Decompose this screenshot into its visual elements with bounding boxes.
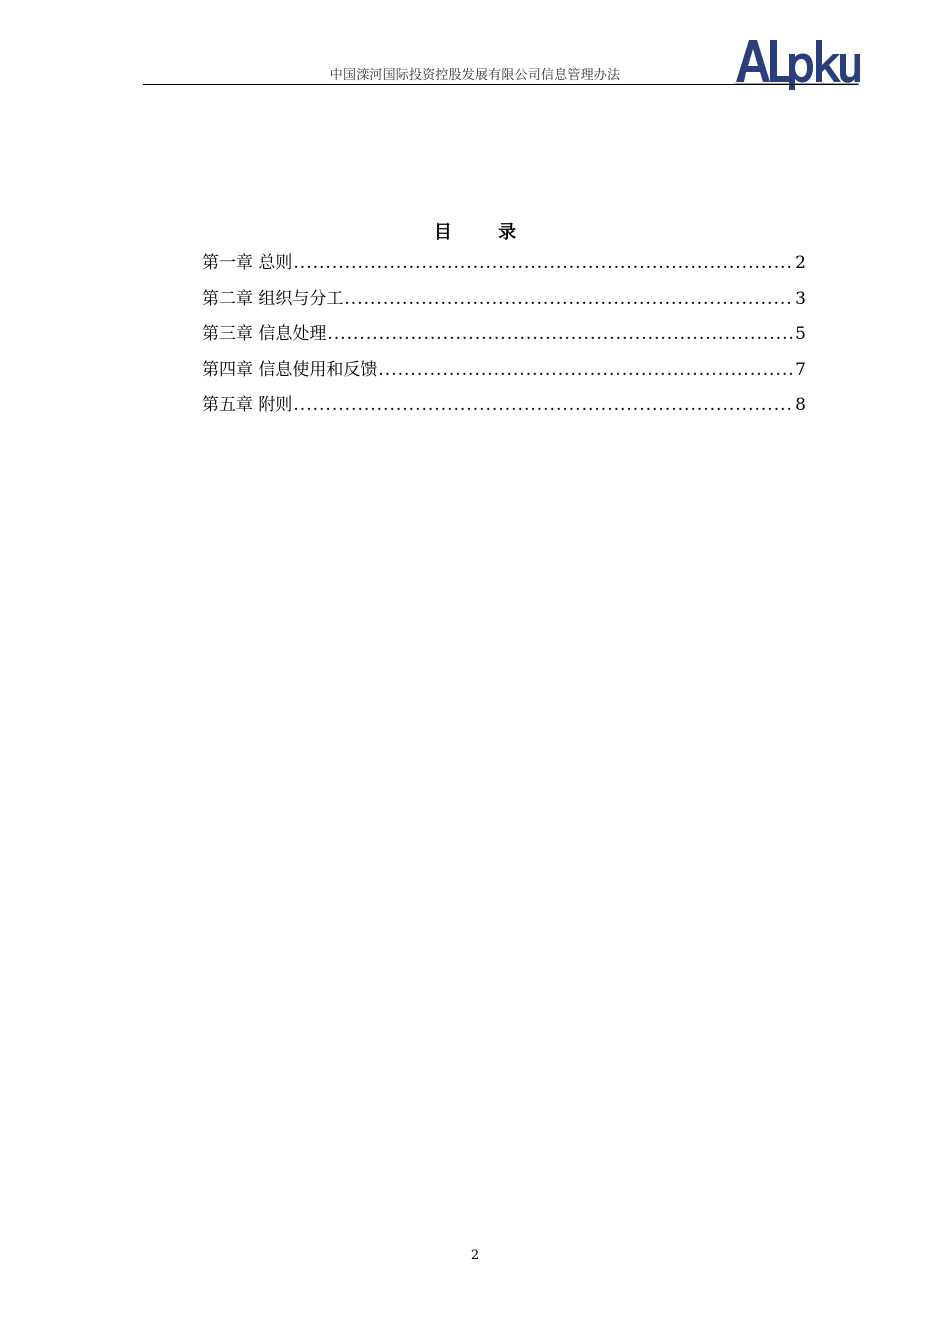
toc-dot-leader bbox=[293, 252, 794, 274]
toc-entry-page: 7 bbox=[795, 359, 806, 380]
toc-entry-page: 5 bbox=[795, 324, 806, 344]
toc-entry-label: 第二章 组织与分工 bbox=[202, 288, 344, 309]
toc-entry-page: 3 bbox=[795, 288, 806, 309]
toc-dot-leader bbox=[378, 359, 794, 381]
toc-dot-leader bbox=[293, 394, 794, 416]
toc-entry-page: 2 bbox=[795, 253, 806, 273]
table-of-contents bbox=[202, 252, 806, 430]
toc-entry-label: 第一章 总则 bbox=[202, 253, 293, 273]
page-number: 2 bbox=[470, 1248, 480, 1263]
toc-entry-2[interactable] bbox=[202, 288, 806, 324]
toc-entry-1[interactable] bbox=[202, 252, 806, 288]
toc-entry-label: 第五章 附则 bbox=[202, 395, 293, 415]
toc-title: 目 录 bbox=[433, 222, 537, 243]
toc-entry-3[interactable] bbox=[202, 323, 806, 359]
running-header-title: 中国滦河国际投资控股发展有限公司信息管理办法 bbox=[329, 68, 621, 83]
toc-entry-label: 第四章 信息使用和反馈 bbox=[202, 359, 378, 380]
toc-dot-leader bbox=[327, 323, 794, 345]
toc-entry-label: 第三章 信息处理 bbox=[202, 324, 327, 344]
toc-entry-page: 8 bbox=[795, 395, 806, 415]
toc-entry-4[interactable] bbox=[202, 359, 806, 395]
header-divider bbox=[143, 84, 857, 85]
toc-dot-leader bbox=[344, 288, 794, 310]
toc-entry-5[interactable] bbox=[202, 394, 806, 430]
